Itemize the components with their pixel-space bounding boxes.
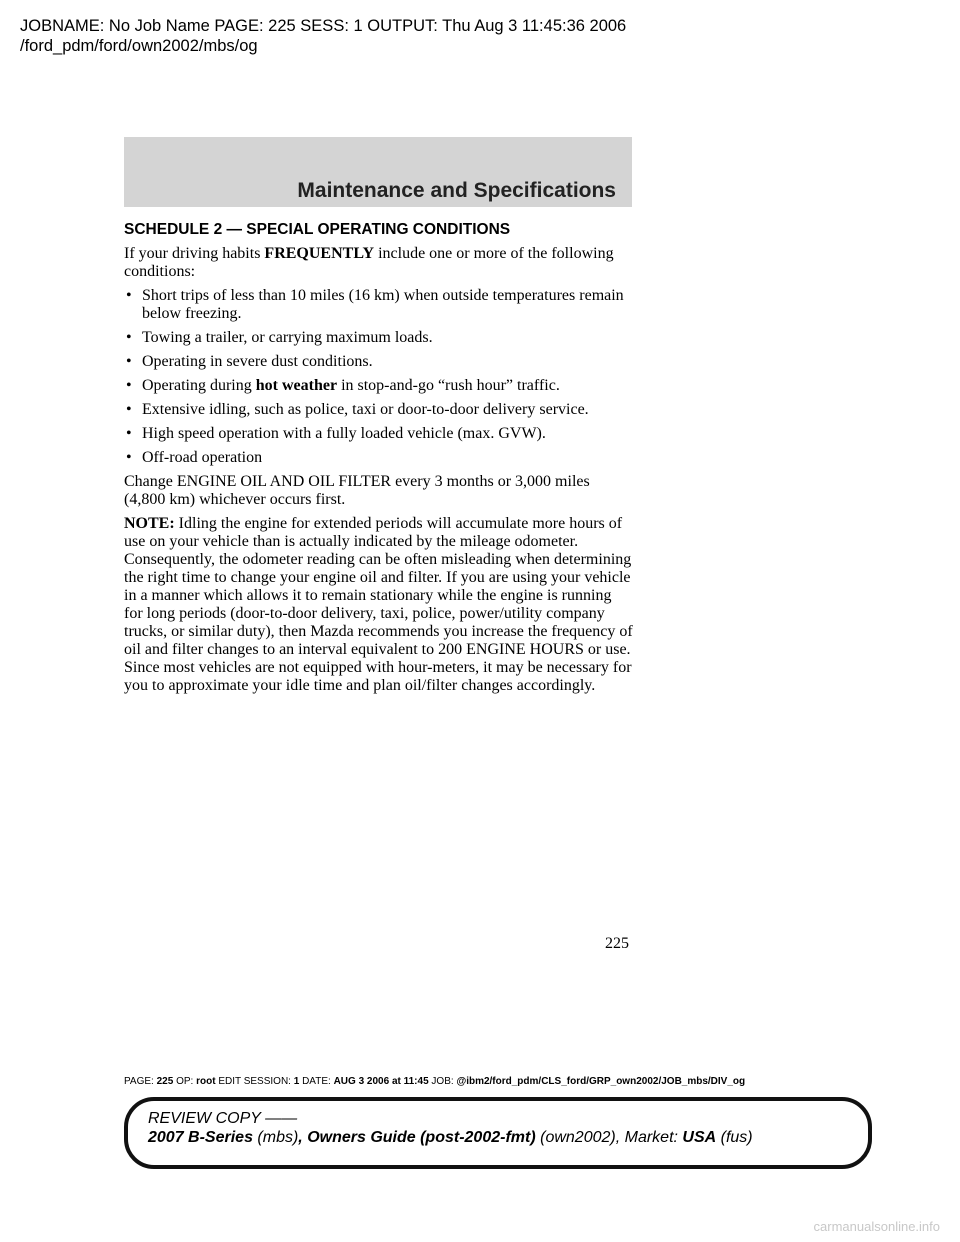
- job-header: [20, 16, 626, 56]
- job-header-line1: JOBNAME: No Job Name PAGE: 225 SESS: 1 OUTPUT: Thu Aug 3 11:45:36 2006: [20, 17, 627, 35]
- bullet-icon: •: [126, 401, 132, 418]
- conditions-list: [124, 287, 634, 467]
- list-item: • Operating during hot weather in stop-and-go “rush hour” traffic.: [126, 377, 560, 394]
- bullet-icon: •: [126, 329, 132, 346]
- note-label: NOTE:: [124, 515, 175, 532]
- schedule-title: SCHEDULE 2 — SPECIAL OPERATING CONDITIONS: [124, 221, 511, 238]
- intro-paragraph: [124, 245, 634, 281]
- intro-after: include one or more of the following conditions:: [124, 245, 614, 280]
- intro-bold: FREQUENTLY: [264, 245, 375, 262]
- footer-job-info: PAGE: 225 OP: root EDIT SESSION: 1 DATE: AUG 3 2006 at 11:45 JOB: @ibm2/ford_pdm/CLS_ford/GRP_own2002/JOB_mbs/DIV_og: [124, 1076, 746, 1087]
- bullet-icon: •: [126, 287, 132, 304]
- bullet-icon: •: [126, 449, 132, 466]
- job-header-line2: /ford_pdm/ford/own2002/mbs/og: [20, 37, 258, 55]
- list-item: • High speed operation with a fully loaded vehicle (max. GVW).: [126, 425, 546, 442]
- list-item: • Towing a trailer, or carrying maximum loads.: [126, 329, 433, 346]
- bullet-icon: •: [126, 425, 132, 442]
- list-item: • Short trips of less than 10 miles (16 km) when outside temperatures remain below freezing.: [126, 287, 624, 322]
- bullet-icon: •: [126, 377, 132, 394]
- page-content: [124, 221, 634, 701]
- review-copy-line1: REVIEW COPY ——: [148, 1110, 298, 1127]
- list-item: • Extensive idling, such as police, taxi or door-to-door delivery service.: [126, 401, 589, 418]
- bullet-icon: •: [126, 353, 132, 370]
- note-paragraph: [124, 515, 634, 695]
- section-title: Maintenance and Specifications: [297, 179, 616, 202]
- intro-before: If your driving habits: [124, 245, 265, 262]
- oil-change-paragraph: Change ENGINE OIL AND OIL FILTER every 3 months or 3,000 miles (4,800 km) whichever occurs first.: [124, 473, 590, 508]
- review-copy-box: [124, 1097, 872, 1169]
- review-copy-line2: 2007 B-Series (mbs), Owners Guide (post-2002-fmt) (own2002), Market: USA (fus): [148, 1129, 753, 1146]
- list-item: • Operating in severe dust conditions.: [126, 353, 373, 370]
- page-number: 225: [605, 935, 629, 952]
- watermark: carmanualsonline.info: [813, 1219, 940, 1234]
- note-text: Idling the engine for extended periods will accumulate more hours of use on your vehicle than is actually indicated by the mileage odometer. Consequently, the odometer reading can be often misleading when determining the right time to change your engine oil and filter. If you are using your vehicle in a manner which allows it to remain stationary while the engine is running for long periods (door-to-door delivery, taxi, police, power/utility company trucks, or similar duty), then Mazda recommends you increase the frequency of oil and filter changes to an interval equivalent to 200 ENGINE HOURS or use. Since most vehicles are not equipped with hour-meters, it may be necessary for you to approximate your idle time and plan oil/filter changes accordingly.: [124, 515, 633, 694]
- review-copy-text: [148, 1109, 753, 1147]
- list-item: • Off-road operation: [126, 449, 263, 466]
- section-header-band: [124, 137, 632, 207]
